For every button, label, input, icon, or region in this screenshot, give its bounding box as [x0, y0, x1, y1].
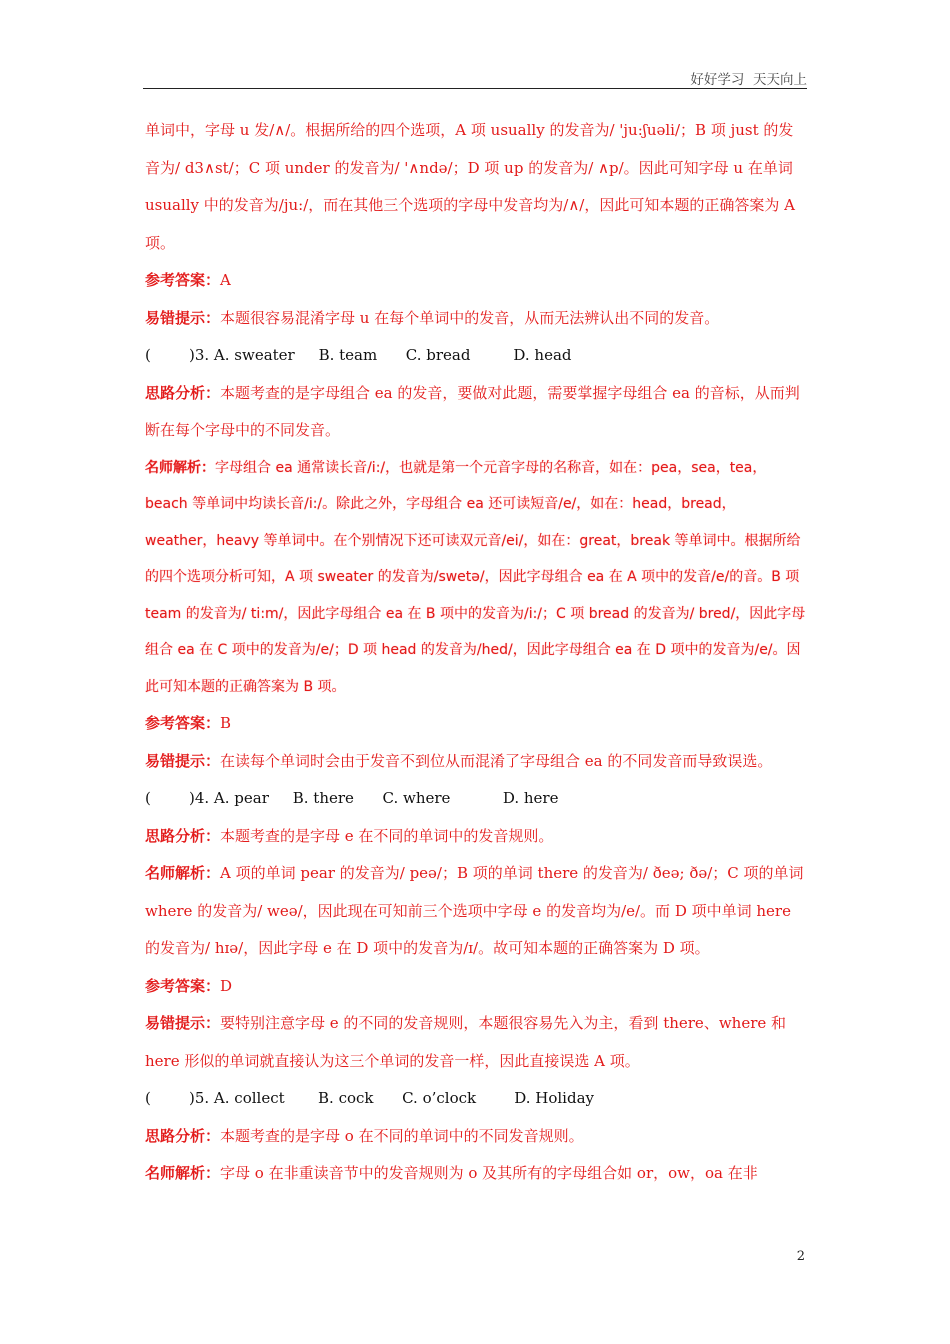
- question-3: ( )3. A. sweater B. team C. bread D. head: [145, 346, 572, 364]
- answer-value: A: [220, 271, 231, 289]
- tip-text: 要特别注意字母 e 的不同的发音规则，本题很容易先入为主，看到 there、where 和 here 形似的单词就直接认为这三个单词的发音一样，因此直接误选 A 项。: [145, 1014, 787, 1070]
- analysis-4: [145, 818, 807, 856]
- explanation-text: 字母 o 在非重读音节中的发音规则为 o 及其所有的字母组合如 or，ow，oa 在非: [220, 1164, 758, 1182]
- question-4: ( )4. A. pear B. there C. where D. here: [145, 789, 559, 807]
- tip-label: 易错提示：: [145, 751, 221, 770]
- tip-label: 易错提示：: [145, 308, 221, 327]
- page-number: 2: [796, 1249, 805, 1264]
- header-motto: 好好学习 天天向上: [690, 72, 807, 88]
- tip-2: [145, 300, 807, 338]
- analysis-label: 思路分析：: [145, 826, 221, 845]
- page-content: [145, 112, 807, 1193]
- explanation-label: 名师解析：: [145, 864, 221, 882]
- answer-3: [145, 705, 807, 743]
- answer-2: [145, 262, 807, 300]
- teacher-explanation-5: [145, 1155, 807, 1193]
- analysis-5: [145, 1118, 807, 1156]
- analysis-text: 本题考查的是字母组合 ea 的发音，要做对此题，需要掌握字母组合 ea 的音标，从而判断在每个字母中的不同发音。: [145, 383, 800, 439]
- explanation-continued: 单词中，字母 u 发/∧/。根据所给的四个选项，A 项 usually 的发音为/ 'ju:ʃuəli/；B 项 just 的发音为/ d3∧st/；C 项 under 的发音为/ '∧ndə/；D 项 up 的发音为/ ∧p/。因此可知字母 u 在单词 usually 中的发音为/ju:/，而在其他三个选项的字母中发音均为/∧/，因此可知本题的正确答案为 A 项。: [145, 121, 795, 252]
- tip-text: 本题很容易混淆字母 u 在每个单词中的发音，从而无法辨认出不同的发音。: [220, 308, 720, 327]
- tip-3: [145, 743, 807, 781]
- explanation-label: 名师解析：: [145, 1164, 221, 1182]
- answer-label: 参考答案：: [145, 714, 221, 732]
- header-rule: [143, 88, 807, 89]
- explanation-label: 名师解析：: [145, 459, 215, 476]
- analysis-text: 本题考查的是字母 e 在不同的单词中的发音规则。: [220, 826, 554, 845]
- answer-label: 参考答案：: [145, 976, 221, 995]
- answer-label: 参考答案：: [145, 271, 221, 289]
- analysis-text: 本题考查的是字母 o 在不同的单词中的不同发音规则。: [220, 1126, 584, 1145]
- answer-value: B: [220, 714, 232, 732]
- tip-4: [145, 1005, 807, 1080]
- analysis-label: 思路分析：: [145, 383, 221, 402]
- question-5: ( )5. A. collect B. cock C. o’clock D. Holiday: [145, 1089, 594, 1107]
- analysis-3: [145, 375, 807, 450]
- teacher-explanation-4: [145, 855, 807, 968]
- tip-label: 易错提示：: [145, 1014, 221, 1032]
- analysis-label: 思路分析：: [145, 1126, 221, 1145]
- tip-text: 在读每个单词时会由于发音不到位从而混淆了字母组合 ea 的不同发音而导致误选。: [220, 751, 773, 770]
- explanation-text: A 项的单词 pear 的发音为/ peə/；B 项的单词 there 的发音为/ ðeə; ðə/；C 项的单词 where 的发音为/ weə/，因此现在可知前三个选项中字母 e 的发音均为/e/。而 D 项中单词 here 的发音为/ hɪə/，因此字母 e 在 D 项中的发音为/ɪ/。故可知本题的正确答案为 D 项。: [145, 864, 804, 957]
- answer-value: D: [220, 976, 233, 995]
- answer-4: [145, 968, 807, 1006]
- teacher-explanation-3: [139, 450, 813, 706]
- explanation-text: 字母组合 ea 通常读长音/i:/，也就是第一个元音字母的名称音，如在：pea，sea，tea，beach 等单词中均读长音/i:/。除此之外，字母组合 ea 还可读短音/e/，如在：head，bread，weather，heavy 等单词中。在个别情况下还可读双元音/ei/，如在：great，break 等单词中。根据所给的四个选项分析可知，A 项 sweater 的发音为/swetə/，因此字母组合 ea 在 A 项中的发音/e/的音。B 项 team 的发音为/ ti:m/，因此字母组合 ea 在 B 项中的发音为/i:/；C 项 bread 的发音为/ bred/，因此字母组合 ea 在 C 项中的发音为/e/；D 项 head 的发音为/hed/，因此字母组合 ea 在 D 项中的发音为/e/。因此可知本题的正确答案为 B 项。: [145, 459, 806, 695]
